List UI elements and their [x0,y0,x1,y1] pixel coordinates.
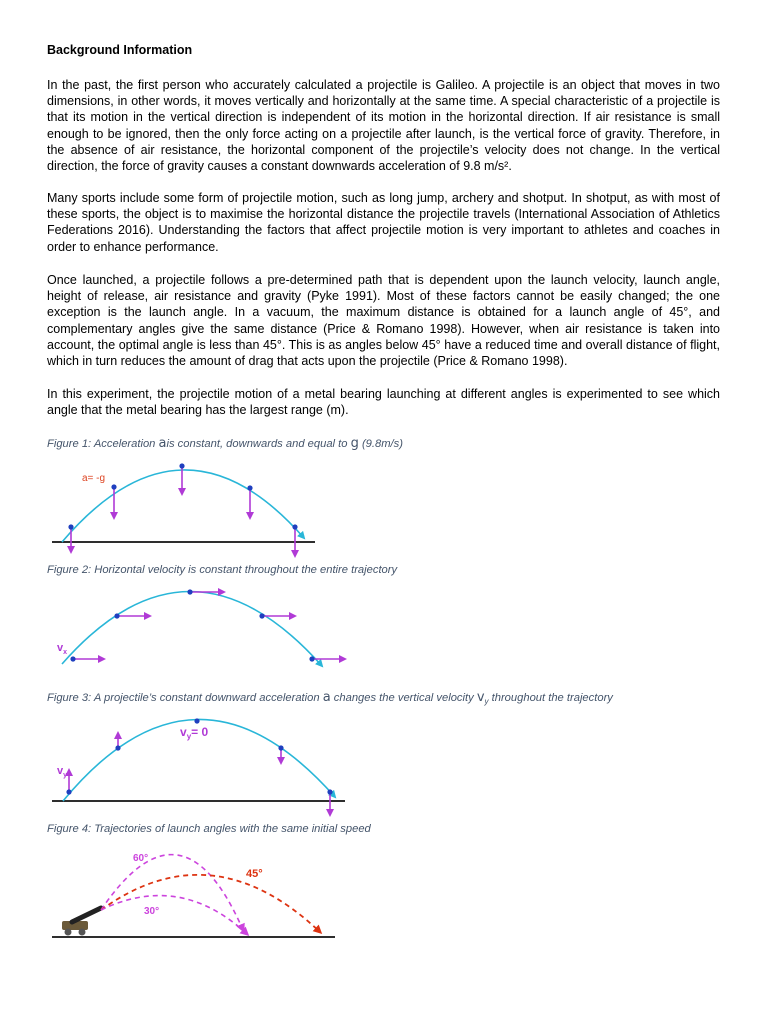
figure-1-label: a= -g [82,473,106,484]
trajectory-60 [101,855,243,930]
figure-2-trajectory [62,591,322,666]
paragraph-1: In the past, the first person who accurately calculated a projectile is Galileo. A projectile is an object that moves in two dimensions, in other words, it moves vertically and horizontally at the same time. A special characteristic of a projectile is that its motion in the vertical direction is independent of its motion in the horizontal direction. If air resistance is small enough to be ignored, then the only force acting on a projectile after launch, is the vertical force of gravity. Therefore, in the absence of air resistance, the horizontal component of the projectile’s velocity does not change. In the vertical direction, the force of gravity causes a constant downwards acceleration of 9.8 m/s². [47,78,720,174]
paragraph-3: Once launched, a projectile follows a pre-determined path that is dependent upon the launch velocity, launch angle, height of release, air resistance and gravity (Pyke 1991). Most of these factors cannot be easily changed; the one exception is the launch angle. In a vacuum, the maximum distance is obtained for a launch angle of 45°, and complementary angles give the same distance (Price & Romano 1998). However, when air resistance is taken into account, the optimal angle is less than 45°. This is as angles below 45° have a reduced time and overall distance of flight, which in turn reduces the amount of drag that acts upon the projectile (Price & Romano 1998). [47,273,720,369]
figure-2-velocity-arrows [73,592,345,659]
cannon [62,908,101,936]
trajectory-30 [101,896,247,934]
figure-2-caption: Figure 2: Horizontal velocity is constant throughout the entire trajectory [47,564,398,576]
figure-3-velocity-arrows [69,733,330,815]
figure-4-caption: Figure 4: Trajectories of launch angles with the same initial speed [47,823,371,835]
angle-label-45: 45° [246,868,263,880]
figure-1-caption: Figure 1: Acceleration ais constant, downwards and equal to g (9.8m/s) [47,436,403,451]
paragraph-2: Many sports include some form of projectile motion, such as long jump, archery and shotput. In shotput, as with most of these sports, the object is to maximise the horizontal distance the projectile travels (International Association of Athletics Federations 2016). Understanding the factors that affect projectile motion is very important to athletes and coaches in order to enhance performance. [47,191,720,254]
trajectory-45 [101,875,320,932]
figure-2-label: $v_x$ [57,642,68,656]
figure-3-left-label: $v_y$ [57,765,68,779]
figure-3-caption: Figure 3: A projectile’s constant downward acceleration a changes the vertical velocity $v_y$ throughout the trajectory [47,690,613,707]
section-heading: Background Information [47,43,193,57]
paragraph-4: In this experiment, the projectile motion of a metal bearing launching at different angles is experimented to see which angle that the metal bearing has the largest range (m). [47,387,720,418]
angle-label-60: 60° [133,853,149,864]
figure-3-top-label: $v_y= 0$ [180,725,209,741]
angle-label-30: 30° [144,906,160,917]
